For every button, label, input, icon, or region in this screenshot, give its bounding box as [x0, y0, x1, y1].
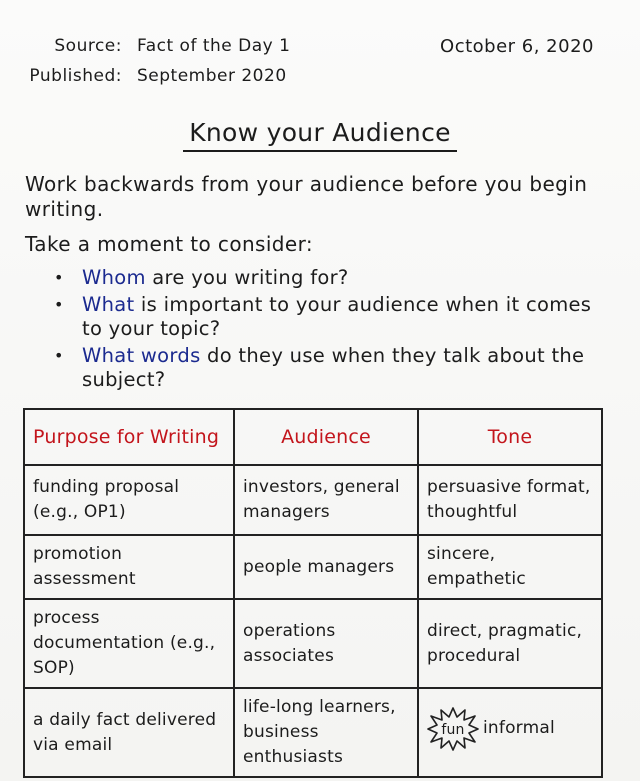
published-value: September 2020: [137, 66, 287, 86]
bullet-item: [50, 344, 610, 392]
date: October 6, 2020: [440, 36, 594, 57]
table-row: [24, 688, 602, 777]
consider-text: Take a moment to consider:: [25, 232, 314, 256]
source-label: Source:: [54, 36, 122, 56]
source-line: [0, 36, 400, 58]
cell-tone: direct, pragmatic, procedural: [418, 599, 602, 688]
bullet-dot-icon: •: [54, 295, 64, 314]
source-value: Fact of the Day 1: [137, 36, 291, 56]
published-line: [0, 66, 400, 88]
page-title: [0, 118, 640, 147]
bullet-highlight: Whom: [82, 266, 146, 289]
cell-audience: investors, general managers: [234, 465, 418, 535]
cell-purpose: process documentation (e.g., SOP): [24, 599, 234, 688]
cell-tone: [418, 688, 602, 777]
bullet-item: [50, 266, 610, 290]
cell-audience: operations associates: [234, 599, 418, 688]
bullet-dot-icon: •: [54, 346, 64, 365]
table-row: [24, 535, 602, 599]
table-row: [24, 599, 602, 688]
header-purpose: Purpose for Writing: [24, 409, 234, 465]
published-label: Published:: [29, 66, 122, 86]
cell-audience: people managers: [234, 535, 418, 599]
bullet-text: do they use when they talk about the subject?: [82, 344, 585, 391]
bullet-list: [50, 266, 610, 395]
cell-tone: persuasive format, thoughtful: [418, 465, 602, 535]
starburst-icon: [427, 706, 479, 752]
bullet-highlight: What: [82, 293, 135, 316]
header-tone: Tone: [418, 409, 602, 465]
fun-badge-text: fun: [441, 721, 465, 738]
table-row: [24, 465, 602, 535]
bullet-text: are you writing for?: [145, 266, 349, 289]
cell-tone-text: informal: [483, 718, 555, 738]
bullet-item: [50, 293, 610, 341]
tone-fun-group: [427, 706, 555, 752]
table-header-row: [24, 409, 602, 465]
page-title-text: Know your Audience: [183, 118, 457, 152]
cell-purpose: funding proposal (e.g., OP1): [24, 465, 234, 535]
cell-purpose: a daily fact delivered via email: [24, 688, 234, 777]
audience-table: [23, 408, 603, 778]
cell-tone: sincere, empathetic: [418, 535, 602, 599]
bullet-highlight: What words: [82, 344, 201, 367]
bullet-dot-icon: •: [54, 268, 64, 287]
intro-text: Work backwards from your audience before you begin writing.: [25, 172, 588, 221]
bullet-text: is important to your audience when it comes to your topic?: [82, 293, 592, 340]
cell-purpose: promotion assessment: [24, 535, 234, 599]
cell-audience: life-long learners, business enthusiasts: [234, 688, 418, 777]
header-audience: Audience: [234, 409, 418, 465]
